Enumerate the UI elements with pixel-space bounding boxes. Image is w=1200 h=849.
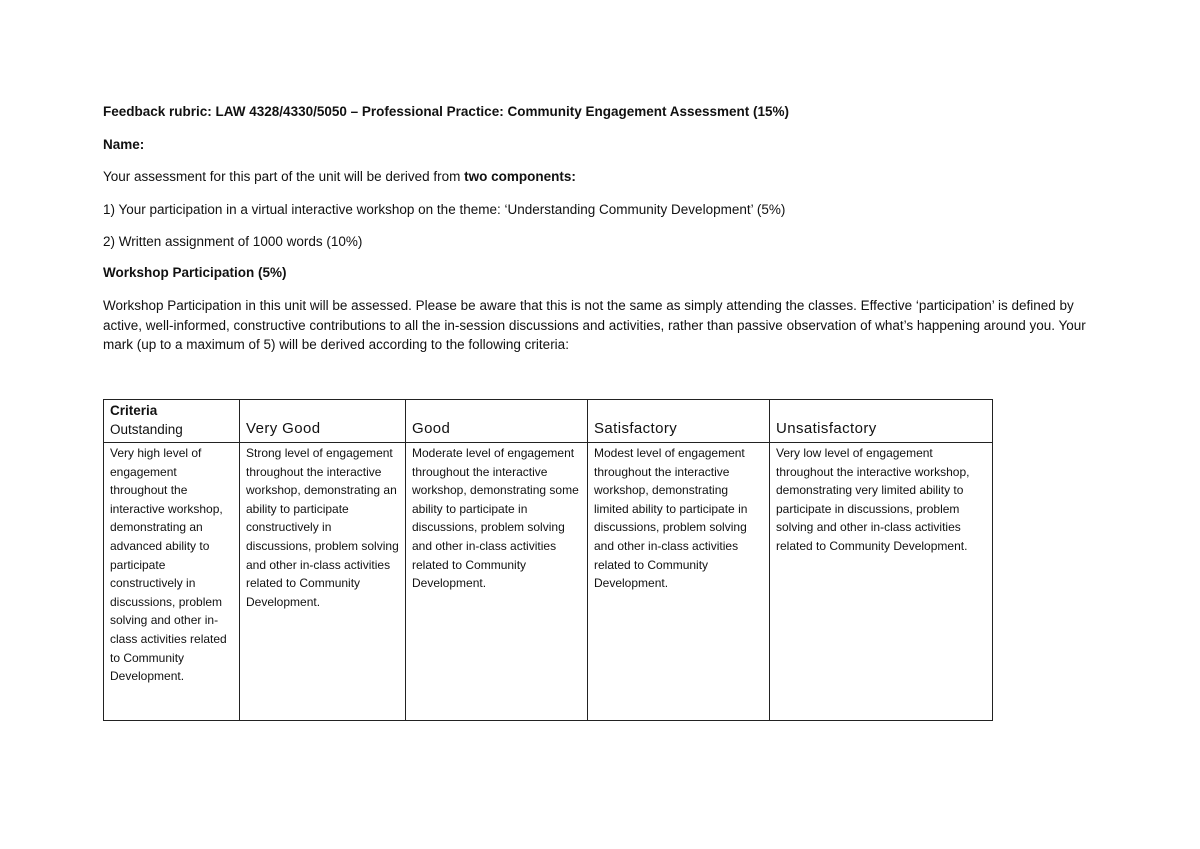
rubric-header-cell bbox=[770, 400, 993, 443]
component-1: 1) Your participation in a virtual interactive workshop on the theme: ‘Understanding Community Development’ (5%) bbox=[103, 202, 786, 217]
rubric-description-row bbox=[104, 443, 993, 721]
intro-bold: two components bbox=[464, 169, 572, 184]
rubric-header-very-good: Very Good bbox=[246, 420, 321, 437]
rubric-header-unsatisfactory: Unsatisfactory bbox=[776, 420, 877, 437]
rubric-desc-outstanding: Very high level of engagement throughout the interactive workshop, demonstrating an advanced ability to participate constructively in discussions, problem solving and other in-class activities related to Community Development. bbox=[104, 443, 240, 721]
intro-prefix: Your assessment for this part of the unit will be derived from bbox=[103, 169, 465, 184]
rubric-header-good: Good bbox=[412, 420, 451, 437]
criteria-label: Criteria bbox=[110, 403, 158, 418]
rubric-header-cell bbox=[588, 400, 770, 443]
rubric-header-cell bbox=[240, 400, 406, 443]
section-heading: Workshop Participation (5%) bbox=[103, 265, 287, 280]
rubric-desc-very-good: Strong level of engagement throughout the interactive workshop, demonstrating an ability to participate constructively in discussions, problem solving and other in-class activities related to Community Development. bbox=[240, 443, 406, 721]
rubric-desc-unsatisfactory: Very low level of engagement throughout the interactive workshop, demonstrating very limited ability to participate in discussions, problem solving and other in-class activities related to Community Development. bbox=[770, 443, 993, 721]
rubric-table bbox=[103, 399, 993, 721]
rubric-header-outstanding: Outstanding bbox=[110, 422, 183, 437]
rubric-header-cell bbox=[104, 400, 240, 443]
rubric-desc-good: Moderate level of engagement throughout the interactive workshop, demonstrating some ability to participate in discussions, problem solving and other in-class activities related to Community Development. bbox=[406, 443, 588, 721]
rubric-header-satisfactory: Satisfactory bbox=[594, 420, 678, 437]
section-paragraph: Workshop Participation in this unit will be assessed. Please be aware that this is not the same as simply attending the classes. Effective ‘participation’ is defined by active, well-informed, constructive contributions to all the in-session discussions and activities, rather than passive observation of what’s happening around you. Your mark (up to a maximum of 5) will be derived according to the following criteria: bbox=[103, 298, 1086, 352]
rubric-header-row bbox=[104, 400, 993, 443]
intro-line bbox=[103, 169, 576, 184]
document-title: Feedback rubric: LAW 4328/4330/5050 – Professional Practice: Community Engagement Assessment (15%) bbox=[103, 104, 790, 119]
intro-suffix: : bbox=[571, 169, 576, 184]
component-2: 2) Written assignment of 1000 words (10%) bbox=[103, 234, 363, 249]
rubric-desc-satisfactory: Modest level of engagement throughout the interactive workshop, demonstrating limited ability to participate in discussions, problem solving and other in-class activities related to Community Development. bbox=[588, 443, 770, 721]
rubric-header-cell bbox=[406, 400, 588, 443]
name-label: Name: bbox=[103, 137, 145, 152]
